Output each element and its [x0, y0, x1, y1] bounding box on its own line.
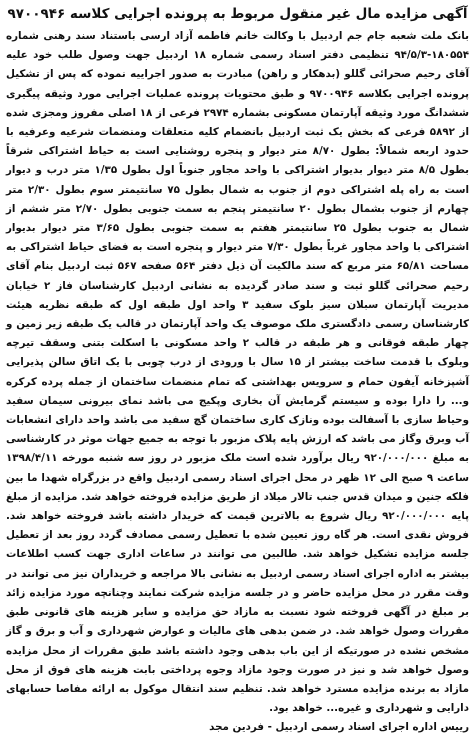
- notice-body: بانک ملت شعبه جام جم اردبیل با وکالت خانم فاطمه آزاد ارسی باستناد سند رهنی شماره ۱۸۰۵۵۴-۹۴/۵/۳ تنظیمی دفتر اسناد رسمی شماره ۱۸ اردبیل جهت وصول طلب خود علیه آقای رحیم صحرائی گللو (بدهکار و راهن) مبادرت به صدور اجراییه نموده که پس از تشکیل پرونده اجرایی بکلاسه ۹۷۰۰۹۴۶ و طبق محتویات پرونده عملیات اجرایی مورد وثیقه پیگیری ششدانگ مورد وثیقه آپارتمان مسکونی بشماره ۲۹۷۴ فرعی از ۱۸ اصلی مفروز ومجزی شده از ۵۸۹۲ فرعی که بخش یک ثبت اردبیل بانضمام کلیه متعلقات ومنضمات شرعیه وعرفیه با حدود اربعه شمالاً: بطول ۸/۷۰ متر دیوار و پنجره روشنایی است به حیاط اشتراکی شرقاً بطول ۸/۵ متر دیوار بدیوار اشتراکی با واحد مجاور جنوباً اول بطول ۱/۳۵ متر درب و دیوار است به راه پله اشتراکی دوم از جنوب به شمال بطول ۷۵ سانتیمتر سوم بطول ۲/۳۰ متر چهارم از جنوب بشمال بطول ۲۰ سانتیمتر پنجم به سمت جنوبی بطول ۲/۷۰ متر ششم از شمال به جنوب بطول ۲۵ سانتیمتر هفتم به سمت جنوبی بطول ۳/۶۵ متر دیوار بدیوار اشتراکی با واحد مجاور غرباً بطول ۷/۳۰ متر دیوار و پنجره است به فضای حیاط اشتراکی به مساحت ۶۵/۸۱ متر مربع که سند مالکیت آن ذیل دفتر ۵۶۴ صفحه ۵۶۷ ثبت اردبیل بنام آقای رحیم صحرائی گللو ثبت و سند صادر گردیده به نشانی اردبیل کارشناسان فاز ۲ خیابان مدیریت آپارتمان سبلان سیز بلوک سفید ۳ واحد اول طبقه اول که طبقه نظریه هیئت کارشناسان رسمی دادگستری ملک موصوف یک واحد آپارتمان در قالب یک طبقه زیر زمین و چهار طبقه فوقانی و هر طبقه در قالب ۲ واحد مسکونی با اسکلت بتنی وسقف تیرچه وبلوک با قدمت ساخت بیشتر از ۱۵ سال با ورودی از درب چوبی با یک اتاق سالن پذیرایی آشپزخانه آیفون حمام و سرویس بهداشتی که تمام منضمات ساختمان از جمله پرده کرکره و... را دارا بوده و سیستم گرمایش آن بخاری وپکیج می باشد نمای بیرونی سیمان سفید وحیاط سازی با آسفالت بوده ونازک کاری ساختمان گچ سفید می باشد واحد دارای انشعابات آب وبرق وگاز می باشد که ارزش پایه پلاک مزبور با توجه به جمیع جهات موثر در کارشناسی به مبلغ ۹۲۰/۰۰۰/۰۰۰ ریال برآورد شده است ملک مزبور در روز سه شنبه مورخه ۱۳۹۸/۴/۱۱ ساعت ۹ صبح الی ۱۲ ظهر در محل اجرای اسناد رسمی اردبیل واقع در بزرگراه شهدا ما بین فلکه جنین و میدان قدس جنب تالار میلاد از طریق مزایده فروخته خواهد شد. مزایده از مبلغ پایه ۹۲۰/۰۰۰/۰۰۰ ریال شروع به بالاترین قیمت که خریدار داشته باشد فروخته خواهد شد. فروش نقدی است. هر گاه روز تعیین شده با تعطیل رسمی مصادف گردد روز بعد از تعطیل جلسه مزایده تشکیل خواهد شد. طالبین می توانند در ساعات اداری جهت کسب اطلاعات بیشتر به اداره اجرای اسناد رسمی اردبیل به نشانی بالا مراجعه و خریداران نیز می توانند در وقت مقرر در محل مزایده حاضر و در جلسه مزایده شرکت نمایند وچنانچه مورد مزایده زائد بر مبلغ در آگهی فروخته شود نسبت به مازاد حق مزایده و سایر هزینه های قانونی طبق مقررات وصول خواهد شد. در ضمن بدهی های مالیات و عوارض شهرداری و آب و برق و گاز مشخص نشده در صورتیکه از این باب بدهی وجود داشته باشد طبق مقررات از محل مزایده وصول خواهد شد و نیز در صورت وجود مازاد وجوه پرداختی بابت هزینه های فوق از محل مازاد به برنده مزایده مسترد خواهد شد. تنظیم سند انتقال موکول به ارائه مفاصا حسابهای دارایی و شهرداری و غیره... خواهد بود.: [6, 30, 470, 715]
- notice-title: آگهی مزایده مال غیر منقول مربوط به پرونده اجرایی کلاسه ۹۷۰۰۹۴۶: [7, 6, 468, 22]
- notice-signature: رییس اداره اجرای اسناد رسمی اردبیل - فردین مجد: [209, 721, 469, 734]
